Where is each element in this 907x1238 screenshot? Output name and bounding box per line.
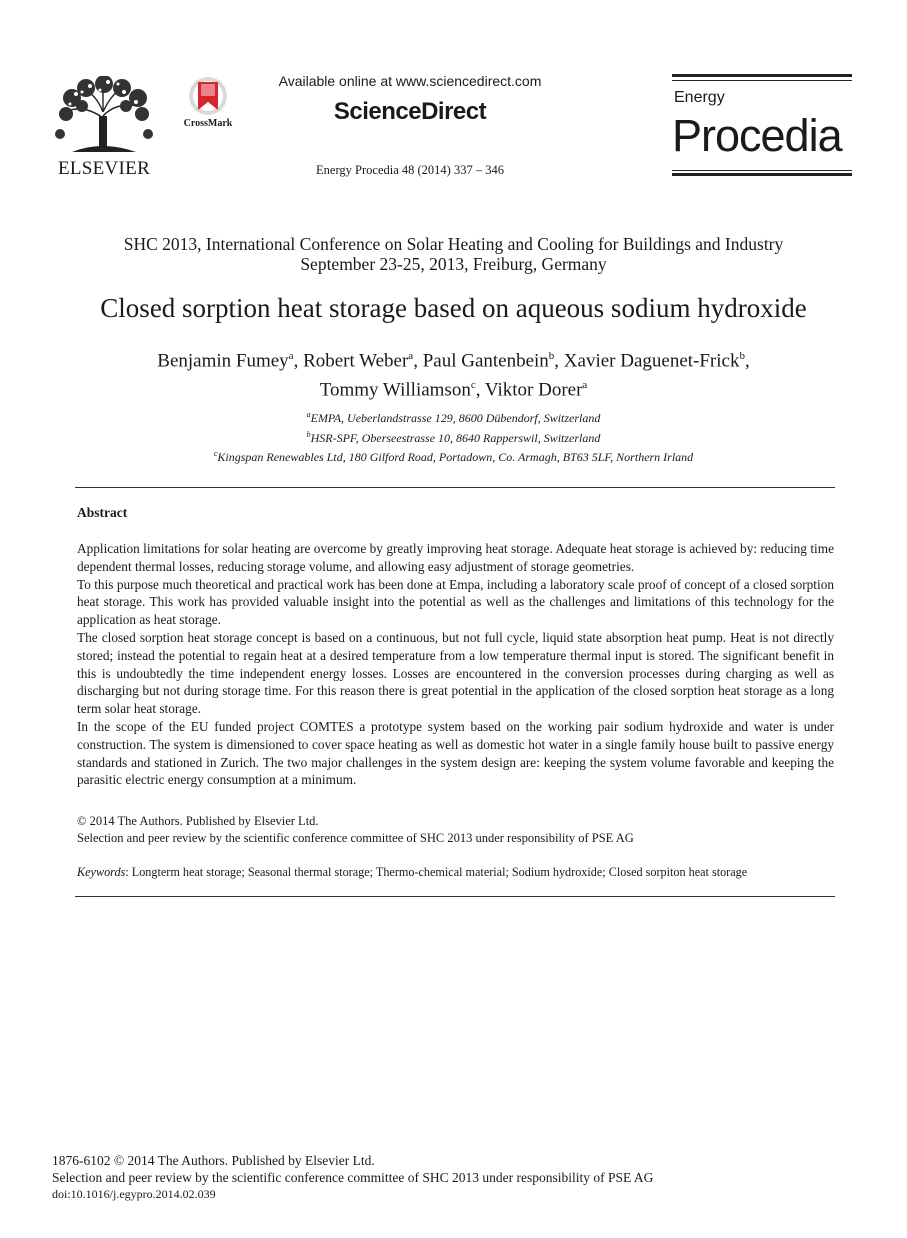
author-name: Benjamin Fumey [157, 350, 289, 372]
author-separator: , [554, 350, 564, 372]
author-separator: , [744, 350, 750, 372]
affiliation-text: Kingspan Renewables Ltd, 180 Gilford Road, Portadown, Co. Armagh, BT63 5LF, Northern Irland [217, 450, 694, 464]
affiliation-text: EMPA, Ueberlandstrasse 129, 8600 Dübendorf, Switzerland [310, 411, 601, 425]
affiliation-text: HSR-SPF, Oberseestrasse 10, 8640 Rapperswil, Switzerland [310, 430, 601, 445]
affiliation-item [40, 407, 867, 427]
author-affiliation-mark: a [408, 350, 414, 362]
author-affiliation-mark: b [739, 350, 745, 362]
conference-name: SHC 2013, International Conference on Solar Heating and Cooling for Buildings and Industry [123, 234, 784, 254]
author-affiliation-mark: c [470, 379, 476, 392]
available-online-link[interactable]: Available online at www.sciencedirect.com [278, 73, 542, 89]
elsevier-logo [52, 76, 156, 180]
divider-top [75, 487, 835, 488]
footer-doi-link[interactable]: doi:10.1016/j.egypro.2014.02.039 [52, 1187, 216, 1201]
keywords-text: : Longterm heat storage; Seasonal thermal storage; Thermo-chemical material; Sodium hydroxide; Closed sorpiton heat storage [125, 865, 748, 879]
author-name: Robert Weber [303, 350, 409, 372]
author-affiliation-mark: b [548, 350, 555, 362]
divider-bottom [75, 896, 835, 897]
affiliation-item [40, 446, 867, 466]
journal-bottom-rule [672, 173, 852, 176]
affiliation-mark: b [306, 429, 311, 439]
author-separator: , [293, 350, 304, 372]
paper-title: Closed sorption heat storage based on aqueous sodium hydroxide [100, 293, 807, 323]
crossmark-label: CrossMark [183, 118, 233, 129]
journal-logo [672, 74, 852, 178]
crossmark-badge[interactable] [176, 76, 240, 136]
abstract-copyright [77, 813, 834, 847]
conference-date-location: September 23-25, 2013, Freiburg, Germany [300, 254, 607, 274]
author-affiliation-mark: a [288, 350, 294, 362]
affiliation-mark: c [213, 449, 218, 458]
journal-top-thin-rule [672, 80, 852, 81]
affiliation-mark: a [306, 410, 311, 419]
author-name: Paul Gantenbein [422, 350, 549, 372]
affiliation-item [40, 427, 867, 447]
elsevier-wordmark: ELSEVIER [57, 158, 151, 179]
footer-issn: 1876-6102 © 2014 The Authors. Published by Elsevier Ltd. [52, 1153, 375, 1168]
journal-citation: Energy Procedia 48 (2014) 337 – 346 [316, 163, 504, 177]
conference-info [40, 234, 867, 274]
footer-peer-review: Selection and peer review by the scientific conference committee of SHC 2013 under responsibility of PSE AG [52, 1170, 654, 1185]
author-name: Xavier Daguenet-Frick [563, 350, 740, 372]
abstract-body [77, 540, 834, 789]
abstract-paragraph: Application limitations for solar heating are overcome by greatly improving heat storage. Adequate heat storage is achieved by: reducing time dependent thermal losses, reducing storage volume, and allowing easy adjustment of storage geometries. [77, 541, 834, 574]
author-line-1 [40, 344, 867, 373]
journal-name-main: Procedia [672, 110, 842, 161]
author-affiliation-mark: a [582, 379, 588, 392]
crossmark-icon [176, 76, 240, 118]
abstract-paragraph: To this purpose much theoretical and practical work has been done at Empa, including a laboratory scale proof of concept of a closed sorption heat storage. This work has provided valuable insight into the potential as well as the challenges and limitations of this technology for the application as heat storage. [77, 576, 834, 628]
author-line-2 [40, 373, 867, 402]
author-name: Viktor Dorer [484, 379, 583, 401]
elsevier-tree-icon [52, 76, 156, 156]
keywords [77, 865, 834, 880]
author-list [40, 344, 867, 403]
affiliation-list [40, 407, 867, 466]
journal-bottom-thin-rule [672, 170, 852, 171]
abstract-paragraph: In the scope of the EU funded project COMTES a prototype system based on the working pair sodium hydroxide and water is under construction. The system is dimensioned to cover space heating as well as domestic hot water in a single family house built to passive energy standards and stationed in Zurich. The two major challenges in the system design are: keeping the system volume favorable and keeping the parasitic electric energy consumption at a minimum. [77, 718, 834, 788]
abstract-heading: Abstract [77, 505, 128, 520]
copyright-line: © 2014 The Authors. Published by Elsevier Ltd. [77, 814, 319, 828]
journal-name-top: Energy [674, 89, 725, 106]
author-name: Tommy Williamson [319, 379, 471, 401]
page-footer [52, 1152, 852, 1203]
peer-review-line: Selection and peer review by the scientific conference committee of SHC 2013 under responsibility of PSE AG [77, 831, 634, 845]
abstract-paragraph: The closed sorption heat storage concept is based on a continuous, but not full cycle, liquid state absorption heat pump. Heat is not directly stored; instead the potential to regain heat at a desired temperature from a low temperature thermal input is stored. The significant benefit in this is undoubtedly the time independent energy losses. Losses are encountered in the conversion processes during charging as well as discharging but not during storage time. For this reason there is great potential in the application of the closed sorption heat storage as a long term solar heat storage. [77, 629, 834, 717]
keywords-label: Keywords [77, 865, 126, 879]
author-separator: , [475, 379, 485, 401]
sciencedirect-logo: ScienceDirect [333, 98, 487, 125]
author-separator: , [413, 350, 423, 372]
journal-top-rule [672, 74, 852, 77]
